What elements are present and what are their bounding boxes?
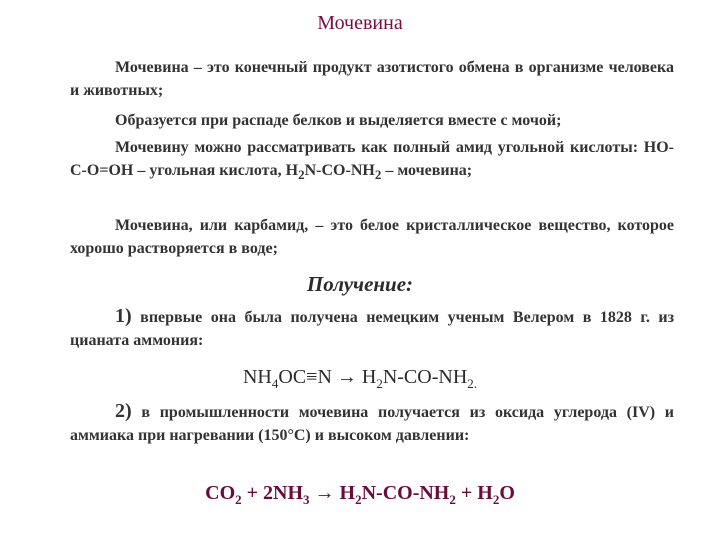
formula-part: N-CO-NH <box>361 482 450 504</box>
formation-paragraph <box>70 109 674 132</box>
subscript: 2 <box>376 376 383 391</box>
formula-part: CO <box>205 482 236 504</box>
amide-text: Мочевину можно рассматривать как полный амид угольной кислоты: НО-С-О=ОН – угольная кислота, Н <box>70 139 674 179</box>
subscript: 4 <box>271 376 279 391</box>
method-1-paragraph <box>70 305 674 352</box>
method-2-paragraph <box>70 400 674 447</box>
formula-part: + H <box>455 482 493 504</box>
formation-text: Образуется при распаде белков и выделяется вместе с мочой; <box>115 112 562 129</box>
subscript: 2 <box>298 167 305 183</box>
item-number: 1) <box>115 305 132 327</box>
section-heading: Получение: <box>306 272 414 296</box>
subscript: 3 <box>303 492 310 507</box>
amide-text-end: – мочевина; <box>381 162 473 179</box>
method-1-text: впервые она была получена немецким ученым Велером в 1828 г. из цианата аммония: <box>70 309 674 349</box>
formula-part: N-CO-NH <box>382 366 468 388</box>
formula-part: OC≡N → H <box>278 366 377 388</box>
amide-paragraph <box>70 136 674 182</box>
properties-paragraph <box>70 214 674 260</box>
properties-text: Мочевина, или карбамид, – это белое кристаллическое вещество, которое хорошо растворяется в воде; <box>70 217 674 257</box>
formula-part: + 2NH <box>241 482 304 504</box>
page-title: Мочевина <box>317 12 403 34</box>
formula-wohler <box>0 366 720 389</box>
subscript: 2 <box>235 492 242 507</box>
definition-paragraph <box>70 56 674 102</box>
subscript: 2 <box>355 492 362 507</box>
formula-industrial <box>0 482 720 505</box>
item-number: 2) <box>115 400 132 422</box>
formula-part: → H <box>309 482 356 504</box>
subscript: 2 <box>492 492 500 507</box>
subscript: 2 <box>449 492 456 507</box>
method-2-text: в промышленности мочевина получается из оксида углерода (IV) и аммиака при нагревании (150°C) и высоком давлении: <box>70 404 674 444</box>
amide-formula: N-CO-NH <box>304 162 375 179</box>
subscript: 2. <box>467 376 478 391</box>
formula-part: O <box>499 482 515 504</box>
subscript: 2 <box>374 167 382 183</box>
definition-text: Мочевина – это конечный продукт азотистого обмена в организме человека и животных; <box>70 59 674 99</box>
formula-part: NH <box>242 366 272 388</box>
